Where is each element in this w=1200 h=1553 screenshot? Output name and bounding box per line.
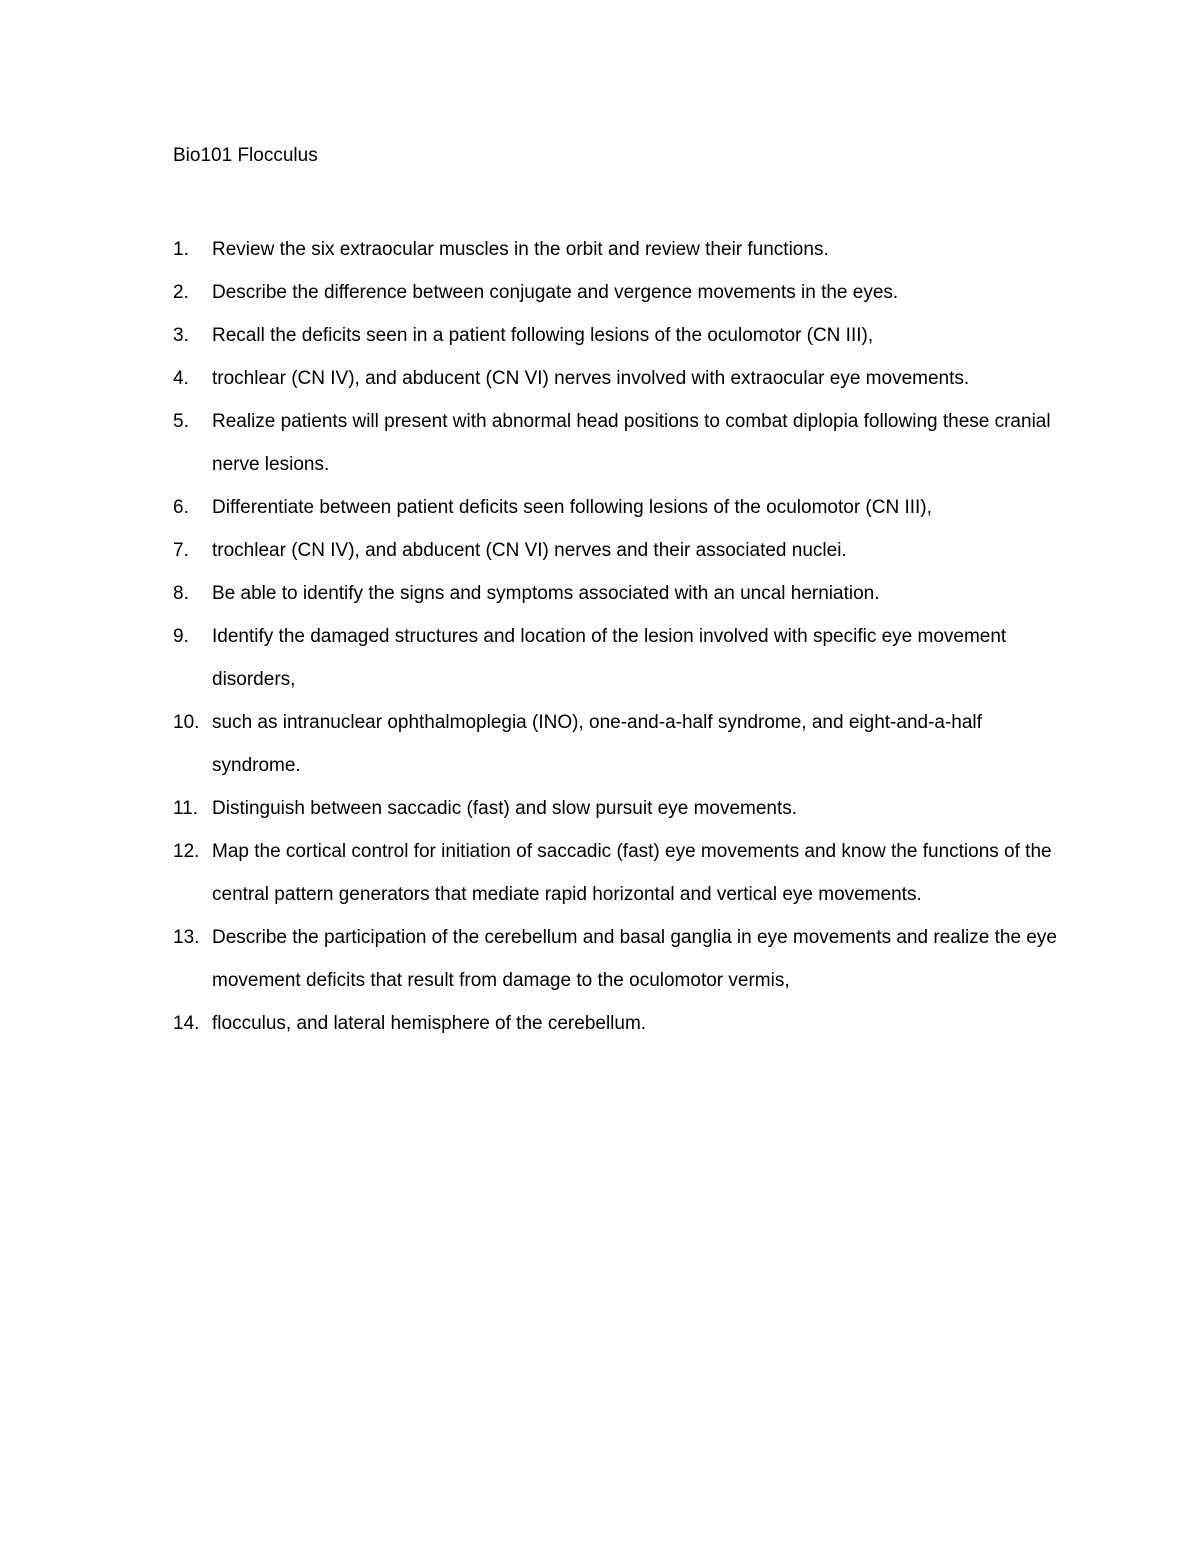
list-item-text: Map the cortical control for initiation of saccadic (fast) eye movements and know the functions of the central pattern generators that mediate rapid horizontal and vertical eye movements.	[212, 841, 1052, 905]
list-item-number: 4.	[173, 368, 189, 389]
list-item-number: 10.	[173, 712, 200, 733]
list-item	[173, 486, 1073, 529]
list-item	[173, 271, 1073, 314]
list-item	[173, 228, 1073, 271]
list-item-text: Describe the participation of the cerebellum and basal ganglia in eye movements and realize the eye movement deficits that result from damage to the oculomotor vermis,	[212, 927, 1057, 991]
list-item-text: Recall the deficits seen in a patient following lesions of the oculomotor (CN III),	[212, 325, 874, 346]
list-item	[173, 830, 1073, 916]
list-item-text: Identify the damaged structures and location of the lesion involved with specific eye movement disorders,	[212, 626, 1007, 690]
list-item	[173, 787, 1073, 830]
list-item-text: Distinguish between saccadic (fast) and slow pursuit eye movements.	[212, 798, 798, 819]
list-item-number: 5.	[173, 411, 189, 432]
list-item	[173, 400, 1073, 486]
list-item-number: 14.	[173, 1013, 200, 1034]
list-item-text: trochlear (CN IV), and abducent (CN VI) nerves and their associated nuclei.	[212, 540, 847, 561]
list-item-number: 9.	[173, 626, 189, 647]
list-item-number: 6.	[173, 497, 189, 518]
list-item	[173, 615, 1073, 701]
list-item-number: 11.	[173, 798, 199, 819]
list-item-text: trochlear (CN IV), and abducent (CN VI) nerves involved with extraocular eye movements.	[212, 368, 970, 389]
list-item	[173, 1002, 1073, 1045]
document-title: Bio101 Flocculus	[173, 145, 318, 166]
list-item	[173, 529, 1073, 572]
list-item-text: Describe the difference between conjugate and vergence movements in the eyes.	[212, 282, 899, 303]
objectives-list	[173, 228, 1073, 1045]
list-item	[173, 357, 1073, 400]
list-item	[173, 916, 1073, 1002]
list-item-text: flocculus, and lateral hemisphere of the cerebellum.	[212, 1013, 647, 1034]
list-item-number: 13.	[173, 927, 200, 948]
list-item-number: 8.	[173, 583, 189, 604]
list-item-text: Differentiate between patient deficits seen following lesions of the oculomotor (CN III),	[212, 497, 932, 518]
list-item-text: Realize patients will present with abnormal head positions to combat diplopia following these cranial nerve lesions.	[212, 411, 1051, 475]
list-item-text: Be able to identify the signs and symptoms associated with an uncal herniation.	[212, 583, 880, 604]
list-item-text: Review the six extraocular muscles in the orbit and review their functions.	[212, 239, 829, 260]
list-item-number: 2.	[173, 282, 189, 303]
list-item	[173, 572, 1073, 615]
list-item-number: 1.	[173, 239, 189, 260]
list-item	[173, 314, 1073, 357]
list-item-text: such as intranuclear ophthalmoplegia (INO), one-and-a-half syndrome, and eight-and-a-half syndrome.	[212, 712, 982, 776]
list-item-number: 12.	[173, 841, 200, 862]
list-item-number: 3.	[173, 325, 189, 346]
list-item-number: 7.	[173, 540, 189, 561]
list-item	[173, 701, 1073, 787]
